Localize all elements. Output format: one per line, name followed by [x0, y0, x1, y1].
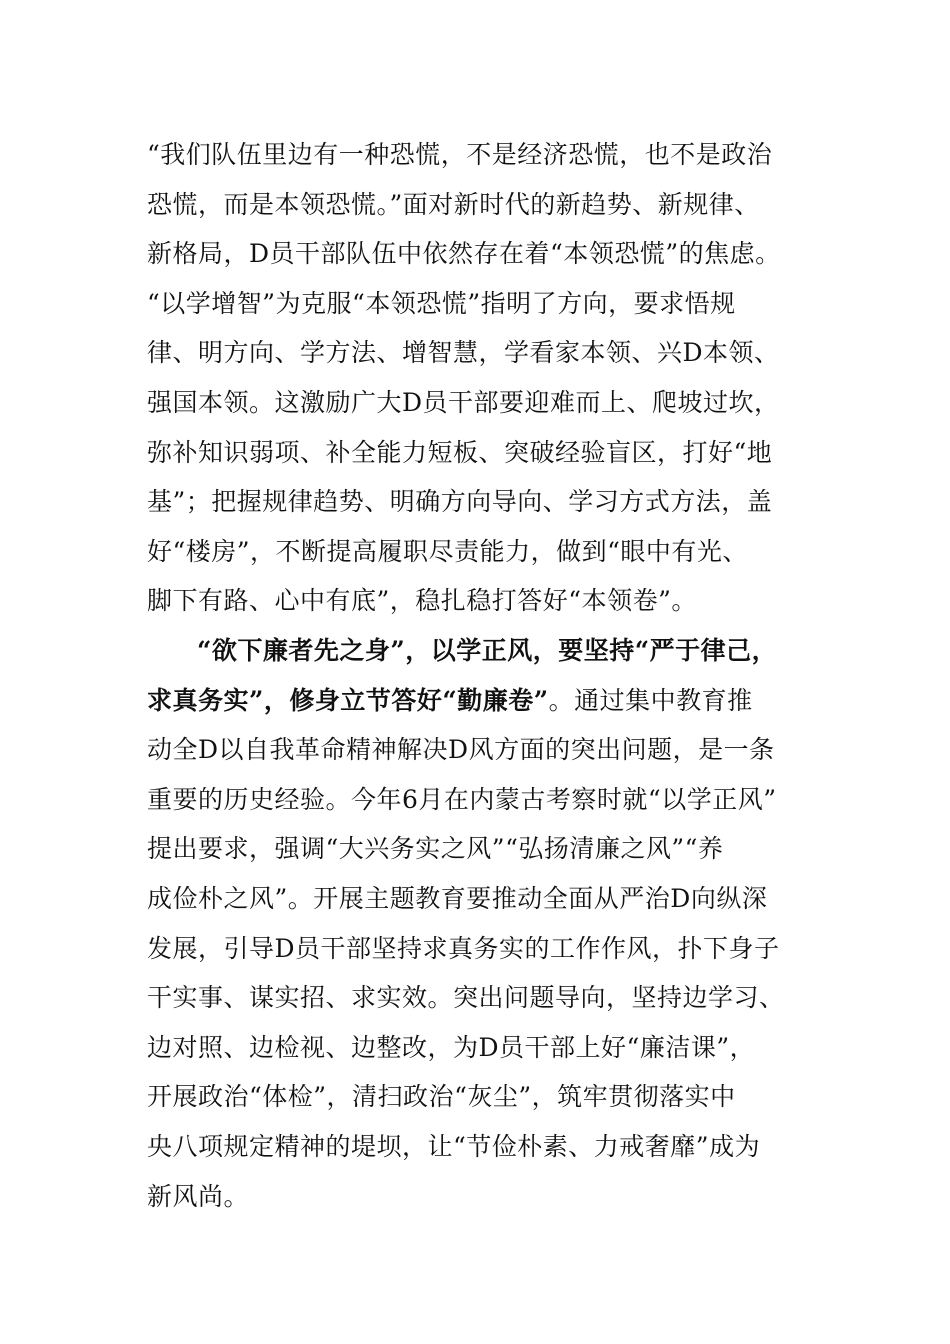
paragraph-line: 动全D以自我革命精神解决D风方面的突出问题，是一条: [147, 735, 775, 765]
paragraph-line: 央八项规定精神的堤坝，让“节俭朴素、力戒奢靡”成为: [147, 1131, 761, 1161]
bold-heading-line: “欲下廉者先之身”，以学正风，要坚持“严于律己，: [197, 636, 778, 665]
paragraph-line: 基”；把握规律趋势、明确方向导向、学习方式方法，盖: [147, 487, 773, 517]
paragraph-line: 边对照、边检视、边整改，为D员干部上好“廉洁课”，: [147, 1032, 756, 1062]
paragraph-line: 新格局，D员干部队伍中依然存在着“本领恐慌”的焦虑。: [147, 239, 781, 269]
paragraph-line: 干实事、谋实招、求实效。突出问题导向，坚持边学习、: [147, 983, 785, 1013]
paragraph-line: “以学增智”为克服“本领恐慌”指明了方向，要求悟规: [147, 288, 736, 318]
paragraph-2: [147, 626, 827, 1221]
paragraph-1: [147, 130, 827, 626]
paragraph-line: 重要的历史经验。今年6月在内蒙古考察时就“以学正风”: [147, 784, 777, 814]
paragraph-line: 弥补知识弱项、补全能力短板、突破经验盲区，打好“地: [147, 437, 773, 467]
paragraph-line: 好“楼房”，不断提高履职尽责能力，做到“眼中有光、: [147, 536, 748, 566]
paragraph-line: 新风尚。: [147, 1181, 250, 1211]
paragraph-line: “我们队伍里边有一种恐慌，不是经济恐慌，也不是政治: [147, 140, 773, 169]
paragraph-line: 成俭朴之风”。开展主题教育要推动全面从严治D向纵深: [147, 883, 768, 913]
paragraph-line: 开展政治“体检”，清扫政治“灰尘”，筑牢贯彻落实中: [147, 1082, 736, 1112]
mixed-heading-line: [147, 676, 827, 726]
paragraph-line: 脚下有路、心中有底”，稳扎稳打答好“本领卷”。: [147, 586, 697, 616]
paragraph-line: 提出要求，强调“大兴务实之风”“弘扬清廉之风”“养: [147, 834, 724, 864]
body-text: 。通过集中教育推: [548, 685, 753, 715]
paragraph-line: 恐慌，而是本领恐慌。”面对新时代的新趋势、新规律、: [147, 189, 760, 219]
paragraph-line: 强国本领。这激励广大D员干部要迎难而上、爬坡过坎，: [147, 387, 780, 417]
paragraph-line: 发展，引导D员干部坚持求真务实的工作作风，扑下身子: [147, 933, 780, 963]
paragraph-line: 律、明方向、学方法、增智慧，学看家本领、兴D本领、: [147, 338, 780, 368]
bold-heading-text: 求真务实”，修身立节答好“勤廉卷”: [147, 685, 549, 715]
